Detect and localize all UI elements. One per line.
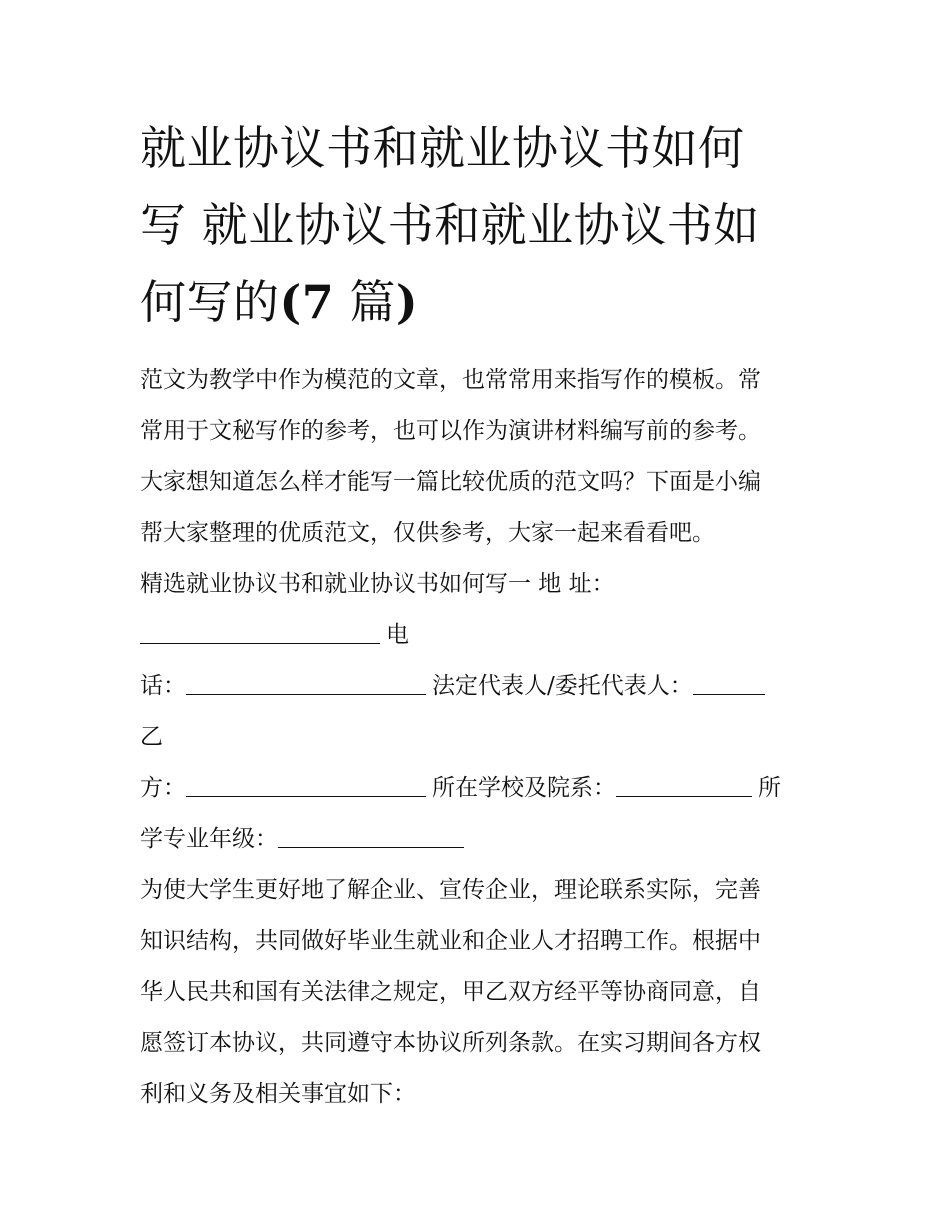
title-line-1: 就业协议书和就业协议书如何 xyxy=(140,121,745,175)
title-line-2: 写 就业协议书和就业协议书如 xyxy=(140,198,760,252)
phone-label-head: 话： xyxy=(140,673,186,699)
party-b-label-tail: 方： xyxy=(140,775,186,801)
body-line-4: 愿签订本协议，共同遵守本协议所列条款。在实习期间各方权 xyxy=(140,1030,761,1056)
intro-line-2: 常用于文秘写作的参考，也可以作为演讲材料编写前的参考。 xyxy=(140,418,761,444)
rep-label: 法定代表人/委托代表人： xyxy=(432,673,693,699)
rep-blank xyxy=(693,694,765,695)
intro-line-4: 帮大家整理的优质范文，仅供参考，大家一起来看看吧。 xyxy=(140,520,715,546)
title-count-close: ) xyxy=(395,275,419,329)
major-head: 所 xyxy=(758,775,781,801)
document-title xyxy=(140,110,820,341)
major-row xyxy=(140,814,820,865)
body-line-1: 为使大学生更好地了解企业、宣传企业，理论联系实际，完善 xyxy=(140,877,761,903)
major-label: 学专业年级： xyxy=(140,826,278,852)
phone-row xyxy=(140,661,820,712)
section-heading: 精选就业协议书和就业协议书如何写一 地 址： xyxy=(140,571,615,597)
title-count-unit: 篇 xyxy=(349,275,396,329)
phone-label-tail: 电 xyxy=(386,622,409,648)
party-b-name-row xyxy=(140,763,820,814)
title-line-3-text: 何写的 xyxy=(140,275,280,329)
party-b-blank xyxy=(186,796,426,797)
body-line-2: 知识结构，共同做好毕业生就业和企业人才招聘工作。根据中 xyxy=(140,928,761,954)
school-blank xyxy=(616,796,752,797)
school-label: 所在学校及院系： xyxy=(432,775,616,801)
document-body xyxy=(140,355,820,1120)
body-line-5: 利和义务及相关事宜如下： xyxy=(140,1081,416,1107)
address-blank xyxy=(140,643,380,644)
title-count-open: (7 xyxy=(279,275,335,329)
major-blank xyxy=(278,847,464,848)
address-row xyxy=(140,610,820,661)
party-b-row: 乙 xyxy=(140,724,163,750)
phone-blank xyxy=(186,694,426,695)
title-line-3 xyxy=(140,264,820,341)
intro-line-1: 范文为教学中作为模范的文章，也常常用来指写作的模板。常 xyxy=(140,367,761,393)
body-line-3: 华人民共和国有关法律之规定，甲乙双方经平等协商同意，自 xyxy=(140,979,761,1005)
intro-line-3: 大家想知道怎么样才能写一篇比较优质的范文吗？下面是小编 xyxy=(140,469,761,495)
